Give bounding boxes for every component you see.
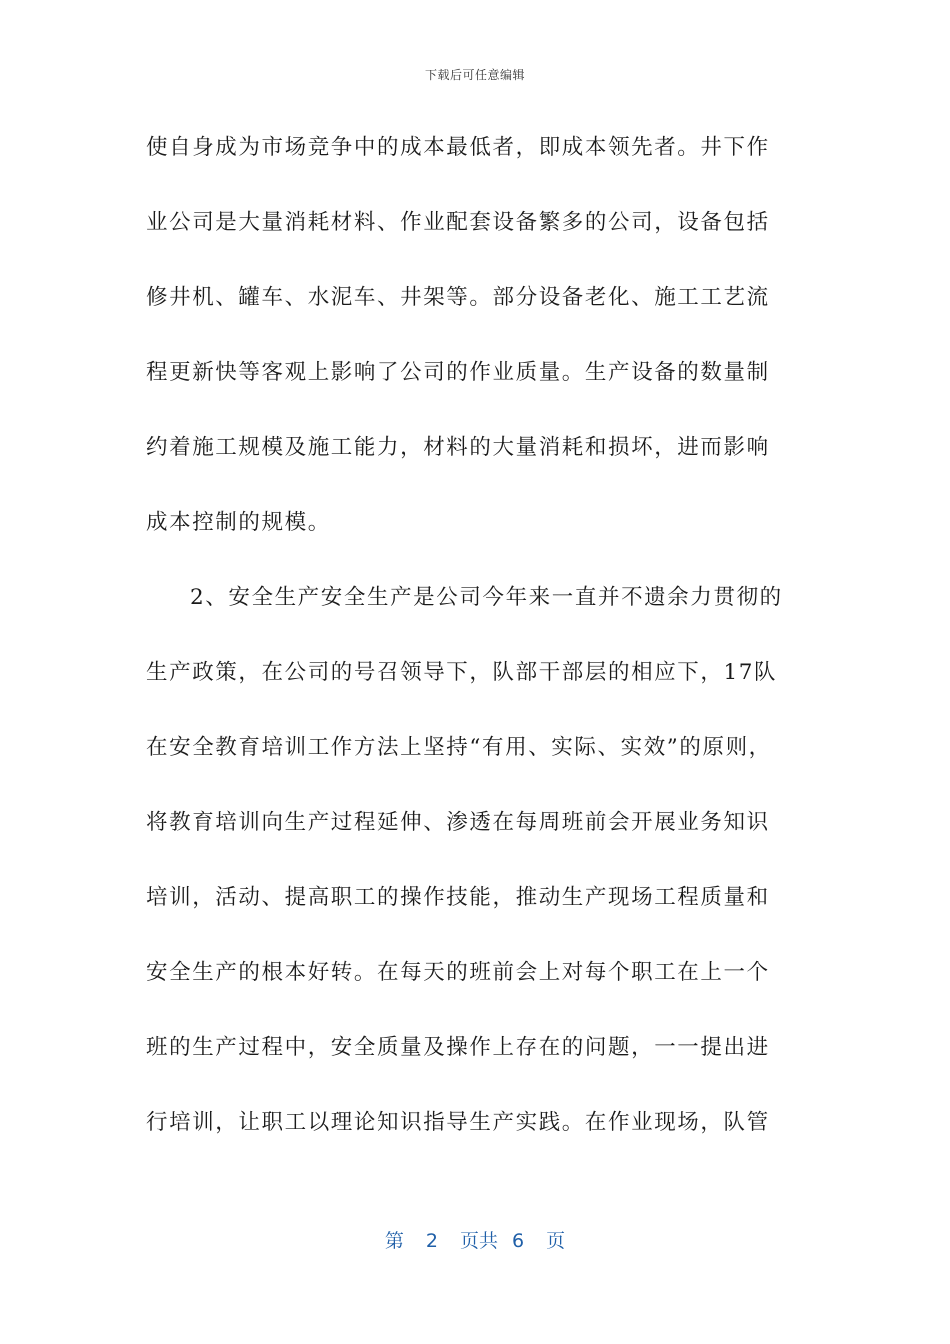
footer-prefix: 第 bbox=[384, 1230, 404, 1252]
text-line: 将教育培训向生产过程延伸、渗透在每周班前会开展业务知识 bbox=[146, 810, 770, 835]
text-line: 在安全教育培训工作方法上坚持“有用、实际、实效”的原则， bbox=[146, 735, 772, 760]
text-line: 培训，活动、提高职工的操作技能，推动生产现场工程质量和 bbox=[146, 885, 770, 910]
current-page-number: 2 bbox=[425, 1230, 438, 1252]
text-line: 安全生产的根本好转。在每天的班前会上对每个职工在上一个 bbox=[146, 960, 770, 985]
text-line: 程更新快等客观上影响了公司的作业质量。生产设备的数量制 bbox=[146, 360, 770, 385]
page-footer bbox=[0, 1226, 950, 1253]
text-line: 使自身成为市场竞争中的成本最低者，即成本领先者。井下作 bbox=[146, 135, 770, 160]
text-line: 2、安全生产安全生产是公司今年来一直并不遗余力贯彻的 bbox=[190, 585, 783, 610]
text-line: 约着施工规模及施工能力，材料的大量消耗和损坏，进而影响 bbox=[146, 435, 770, 460]
text-line: 成本控制的规模。 bbox=[146, 510, 331, 535]
text-line: 业公司是大量消耗材料、作业配套设备繁多的公司，设备包括 bbox=[146, 210, 770, 235]
text-line: 生产政策，在公司的号召领导下，队部干部层的相应下，17队 bbox=[146, 660, 778, 685]
total-pages: 6 bbox=[512, 1230, 525, 1252]
text-line: 班的生产过程中，安全质量及操作上存在的问题，一一提出进 bbox=[146, 1035, 770, 1060]
footer-middle: 页共 bbox=[459, 1230, 498, 1252]
header-note: 下载后可任意编辑 bbox=[424, 68, 525, 82]
footer-suffix: 页 bbox=[546, 1230, 566, 1252]
text-line: 行培训，让职工以理论知识指导生产实践。在作业现场，队管 bbox=[146, 1110, 770, 1135]
text-line: 修井机、罐车、水泥车、井架等。部分设备老化、施工工艺流 bbox=[146, 285, 770, 310]
